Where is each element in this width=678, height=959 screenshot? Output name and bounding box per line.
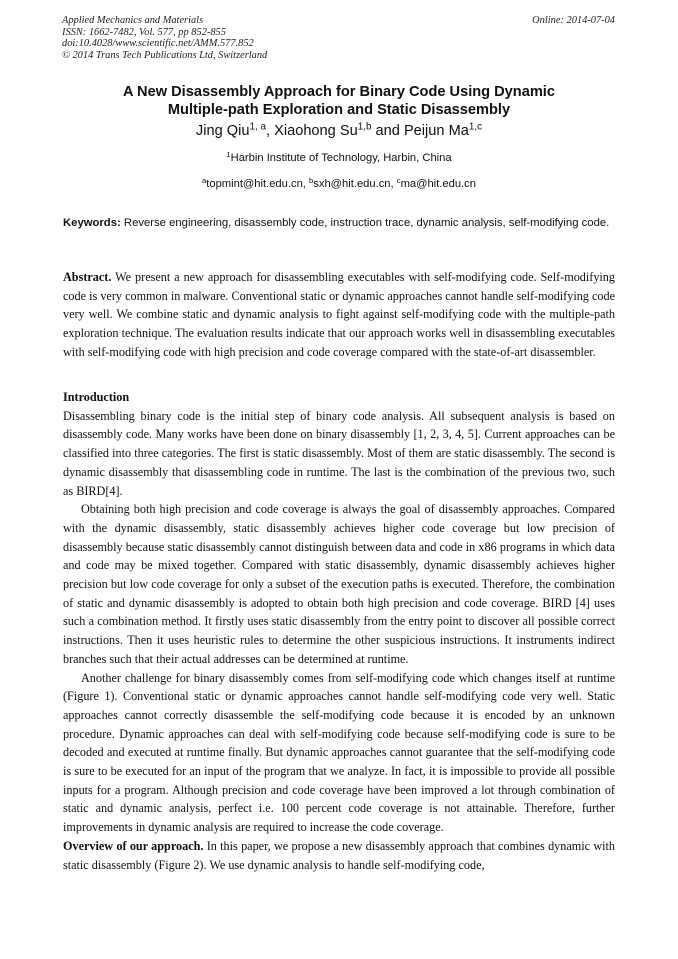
author-name: Xiaohong Su — [274, 123, 358, 139]
email-sup: c — [396, 175, 401, 185]
email-separator: , — [390, 178, 397, 190]
affiliation-text: Harbin Institute of Technology, Harbin, China — [230, 152, 452, 164]
email-list — [60, 176, 618, 192]
author-name: Peijun Ma — [403, 123, 469, 139]
keywords-text: Reverse engineering, disassembly code, instruction trace, dynamic analysis, self-modifying code. — [120, 217, 610, 229]
abstract-paragraph — [63, 268, 615, 362]
online-date: Online: 2014-07-04 — [532, 15, 615, 26]
keywords-label: Keywords: — [63, 217, 121, 229]
author-sup: 1,c — [468, 121, 483, 133]
email-sup: b — [309, 175, 314, 185]
abstract-section — [63, 268, 615, 362]
copyright-line: © 2014 Trans Tech Publications Ltd, Switzerland — [62, 49, 268, 61]
author-separator: and — [371, 123, 404, 139]
overview-paragraph — [63, 837, 615, 874]
body-paragraph: Another challenge for binary disassembly comes from self-modifying code which changes itself at runtime (Figure 1). Conventional static or dynamic approaches cannot handle self-modifying code very well. Static approaches cannot correctly disassemble the self-modifying code because it is encoded by an unknown procedure. Dynamic approaches can deal with self-modifying code because self-modifying code is sure to be decoded and executed at runtime finally. But dynamic approaches cannot guarantee that the self-modifying code is sure to be executed for an input of the program that we analyze. In fact, it is impossible to provide all possible inputs for a program. Although precision and code coverage have been improved a lot through combination of static and dynamic analysis, perfect i.e. 100 percent code coverage is not attainable. Therefore, further improvements in dynamic analysis are required to increase the code coverage. — [63, 670, 615, 835]
author-name: Jing Qiu — [195, 123, 250, 139]
email-sup: a — [202, 175, 207, 185]
author-sup: 1,b — [357, 121, 372, 133]
journal-header — [62, 15, 267, 61]
abstract-text: We present a new approach for disassembling executables with self-modifying code. Self-modifying code is very common in malware. Conventional static or dynamic approaches cannot handle self-modifying code very well. We combine static and dynamic analysis to fight against self-modifying code with the multiple-path exploration technique. The evaluation results indicate that our approach works well in disassembling executables with self-modifying code with high precision and code coverage compared with the state-of-art disassembler. — [63, 270, 615, 359]
email-separator: , — [302, 178, 310, 190]
keywords-section — [63, 214, 615, 234]
abstract-label: Abstract. — [63, 270, 112, 284]
doi-line: doi:10.4028/www.scientific.net/AMM.577.852 — [62, 38, 254, 49]
author-separator: , — [266, 123, 275, 139]
body-paragraph: Obtaining both high precision and code coverage is always the goal of disassembly approaches. Compared with the dynamic disassembly, static disassembly achieves higher code coverage but low precision of disassembly because static disassembly cannot distinguish between data and code in x86 programs in which data and code may be mixed together. Compared with static disassembly, dynamic disassembly achieves higher precision but low code coverage for only a subset of the execution paths is executed. Therefore, the combination of static and dynamic disassembly is adopted to obtain both high precision and code coverage. BIRD [4] uses such a combination method. It firstly uses static disassembly from the entry point to discover all possible correct instructions. Then it uses heuristic rules to determine the other suspicious instructions. It instruments indirect branches such that their actual addresses can be determined at runtime. — [63, 502, 615, 666]
email-address: topmint@hit.edu.cn — [206, 178, 303, 190]
title-line-2: Multiple-path Exploration and Static Disassembly — [167, 102, 511, 118]
affiliation-sup: 1 — [226, 149, 231, 159]
email-address: sxh@hit.edu.cn — [313, 178, 391, 190]
email-address: ma@hit.edu.cn — [400, 178, 476, 190]
section-heading: Introduction — [63, 390, 130, 404]
body-paragraph: Disassembling binary code is the initial step of binary code analysis. All subsequent analysis is based on disassembly code. Many works have been done on binary disassembly [1, 2, 3, 4, 5]. Current approaches can be classified into three categories. The first is static disassembly. Most of them are static disassembly. The second is dynamic disassembly that disassembling code in runtime. The last is the combination of the previous two, such as BIRD[4]. — [63, 408, 615, 498]
paper-title — [60, 83, 618, 119]
introduction-section — [63, 388, 615, 874]
issn-line: ISSN: 1662-7482, Vol. 577, pp 852-855 — [62, 26, 226, 38]
author-sup: 1, a — [249, 121, 266, 133]
affiliation — [60, 150, 618, 166]
author-list — [60, 121, 618, 141]
journal-name: Applied Mechanics and Materials — [62, 15, 204, 26]
title-line-1: A New Disassembly Approach for Binary Code Using Dynamic — [123, 84, 555, 100]
overview-text: In this paper, we propose a new disassembly approach that combines dynamic with static disassembly (Figure 2). We use dynamic analysis to handle self-modifying code, — [63, 838, 615, 872]
overview-label: Overview of our approach. — [63, 838, 204, 853]
